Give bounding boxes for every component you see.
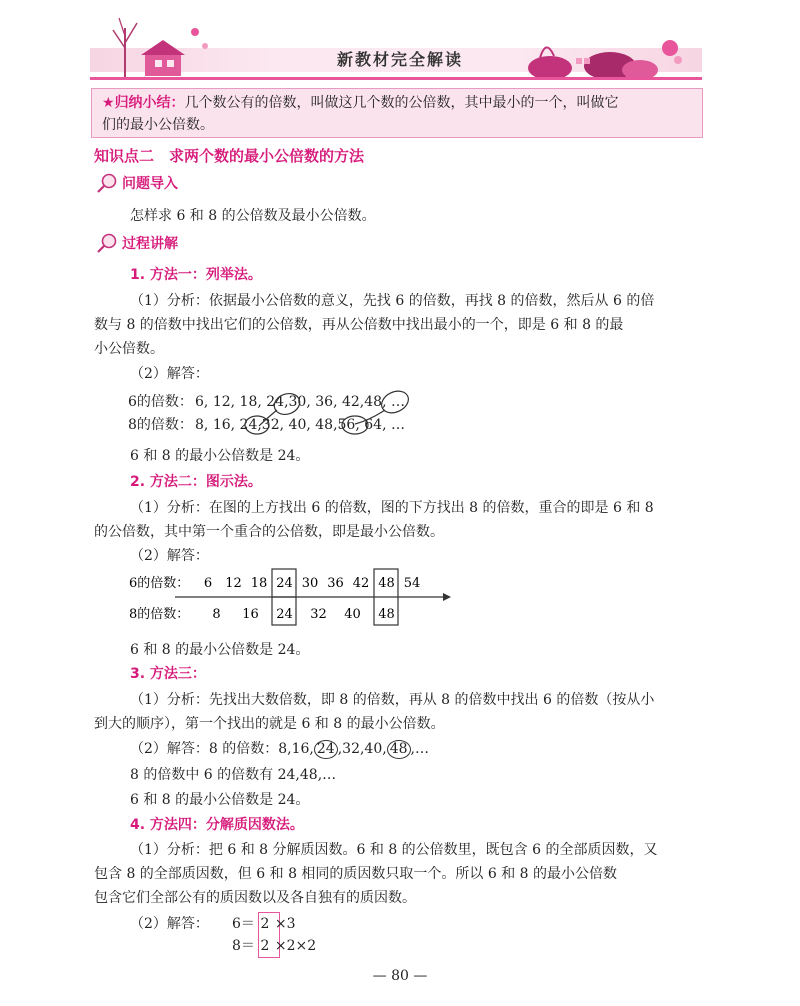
method4-analysis-line2: 包含 8 的全部质因数，但 6 和 8 相同的质因数只取一个。所以 6 和 8 的最小公倍数: [94, 866, 618, 882]
process-heading: 过程讲解: [122, 236, 178, 252]
method3-answer-mid: ,32,40,: [337, 741, 387, 757]
list-value: ,30,: [284, 394, 311, 410]
list-value: ,32,: [257, 417, 285, 433]
method1-title: 1. 方法一：列举法。: [130, 267, 262, 283]
list-value: 40,: [288, 417, 311, 433]
method3-conclusion: 6 和 8 的最小公倍数是 24。: [130, 792, 310, 808]
bottom-value-8: 8: [212, 607, 221, 622]
method1-analysis-line3: 小公倍数。: [94, 341, 164, 357]
list-value: 12,: [212, 394, 236, 410]
intro-text: 怎样求 6 和 8 的公倍数及最小公倍数。: [130, 208, 376, 224]
method4-analysis-line3: 包含它们全部公有的质因数以及各自独有的质因数。: [94, 890, 416, 906]
eq2-right: ×2×2: [274, 938, 317, 954]
magnifier-icon: [96, 232, 118, 254]
summary-line1: 几个数公有的倍数，叫做这几个数的公倍数，其中最小的一个，叫做它: [184, 95, 619, 111]
header-left-illustration: [95, 8, 215, 80]
summary-label: 归纳小结：: [114, 95, 185, 111]
list-value: 6,: [195, 394, 209, 410]
header-right-illustration: [520, 28, 700, 80]
method3-line2: 8 的倍数中 6 的倍数有 24,48,…: [130, 767, 337, 783]
list-value: 8,: [195, 417, 209, 433]
section-title: 知识点二 求两个数的最小公倍数的方法: [94, 147, 365, 165]
method3-analysis-line2: 到大的顺序），第一个找出的就是 6 和 8 的最小公倍数。: [94, 716, 445, 732]
method1-conclusion: 6 和 8 的最小公倍数是 24。: [130, 448, 310, 464]
method2-title: 2. 方法二：图示法。: [130, 474, 262, 490]
list-value: 36,: [315, 394, 338, 410]
bottom-value-24: 24: [276, 607, 293, 622]
summary-box: [91, 88, 703, 138]
star-icon: ★: [102, 95, 115, 111]
method4-title: 4. 方法四：分解质因数法。: [130, 817, 304, 833]
method2-analysis-line2: 的公倍数，其中第一个重合的公倍数，即是最小公倍数。: [94, 524, 444, 540]
eq1-box-factor: 2: [260, 916, 270, 932]
top-value-42: 42: [352, 576, 370, 591]
method1-row1-label: 6的倍数：: [128, 394, 193, 410]
top-value-54: 54: [403, 576, 421, 591]
top-value-30: 30: [301, 576, 319, 591]
page-number: — 80 —: [372, 968, 428, 984]
list-value: …: [390, 417, 405, 433]
circled-value: 48: [364, 394, 383, 410]
method1-analysis-line1: （1）分析：依据最小公倍数的意义，先找 6 的倍数，再找 8 的倍数，然后从 6 的倍: [130, 293, 655, 309]
circled-value: 48: [315, 417, 334, 433]
method1-analysis-line2: 数与 8 的倍数中找出它们的公倍数，再从公倍数中找出最小的一个，即是 6 和 8 的最: [94, 317, 624, 333]
summary-line2: 们的最小公倍数。: [102, 117, 214, 133]
equation-6: [232, 914, 296, 934]
top-label: 6的倍数：: [129, 576, 190, 591]
bottom-value-32: 32: [310, 607, 327, 622]
method2-answer-label: （2）解答：: [130, 548, 209, 564]
equation-8: [232, 936, 316, 956]
circled-value: 24: [314, 740, 338, 759]
top-value-24: 24: [276, 576, 293, 591]
magnifier-icon: [96, 172, 118, 194]
header-divider: [90, 77, 702, 80]
intro-heading: 问题导入: [122, 176, 178, 192]
number-line-diagram: [125, 568, 455, 628]
method2-analysis-line1: （1）分析：在图的上方找出 6 的倍数，图的下方找出 8 的倍数，重合的即是 6 和 8: [130, 500, 654, 516]
method2-conclusion: 6 和 8 的最小公倍数是 24。: [130, 642, 310, 658]
list-value: ,56,: [333, 417, 360, 433]
top-value-12: 12: [225, 576, 242, 591]
method3-answer-prefix: （2）解答：8 的倍数：8,16,: [130, 741, 314, 757]
eq2-left: 8＝: [232, 938, 255, 954]
header-title: 新教材完全解读: [336, 50, 463, 69]
method1-answer-label: （2）解答：: [130, 366, 209, 382]
circled-value: 24: [239, 417, 258, 433]
method3-answer-suffix: ,…: [410, 741, 429, 757]
number-line-arrow: [443, 593, 451, 601]
method3-analysis-line1: （1）分析：先找出大数倍数，即 8 的倍数，再从 8 的倍数中找出 6 的倍数（按从小: [130, 692, 655, 708]
list-value: 18,: [239, 394, 262, 410]
method4-analysis-line1: （1）分析：把 6 和 8 分解质因数。6 和 8 的公倍数里，既包含 6 的全部质因数，又: [130, 842, 658, 858]
top-value-48: 48: [378, 576, 395, 591]
bottom-value-40: 40: [344, 607, 361, 622]
list-value: ,: [382, 394, 387, 410]
top-value-6: 6: [203, 576, 213, 591]
bottom-value-16: 16: [242, 607, 259, 622]
method3-answer: [130, 739, 429, 759]
list-value: 42,: [341, 394, 365, 410]
method4-answer-label: （2）解答：: [130, 916, 209, 932]
eq1-right: ×3: [274, 916, 296, 932]
list-value: 16,: [212, 417, 236, 433]
circled-value: 24: [266, 394, 285, 410]
eq1-left: 6＝: [232, 916, 255, 932]
eq2-box-factor: 2: [260, 938, 270, 954]
method1-row2-label: 8的倍数：: [128, 417, 193, 433]
bottom-label: 8的倍数：: [129, 607, 190, 622]
handwritten-connection-loops: [195, 386, 435, 440]
list-value: …: [390, 394, 405, 410]
method3-title: 3. 方法三：: [130, 666, 206, 682]
bottom-value-48: 48: [378, 607, 395, 622]
circled-value: 48: [387, 740, 411, 759]
top-value-18: 18: [250, 576, 268, 591]
top-value-36: 36: [327, 576, 344, 591]
list-value: 64,: [364, 417, 387, 433]
